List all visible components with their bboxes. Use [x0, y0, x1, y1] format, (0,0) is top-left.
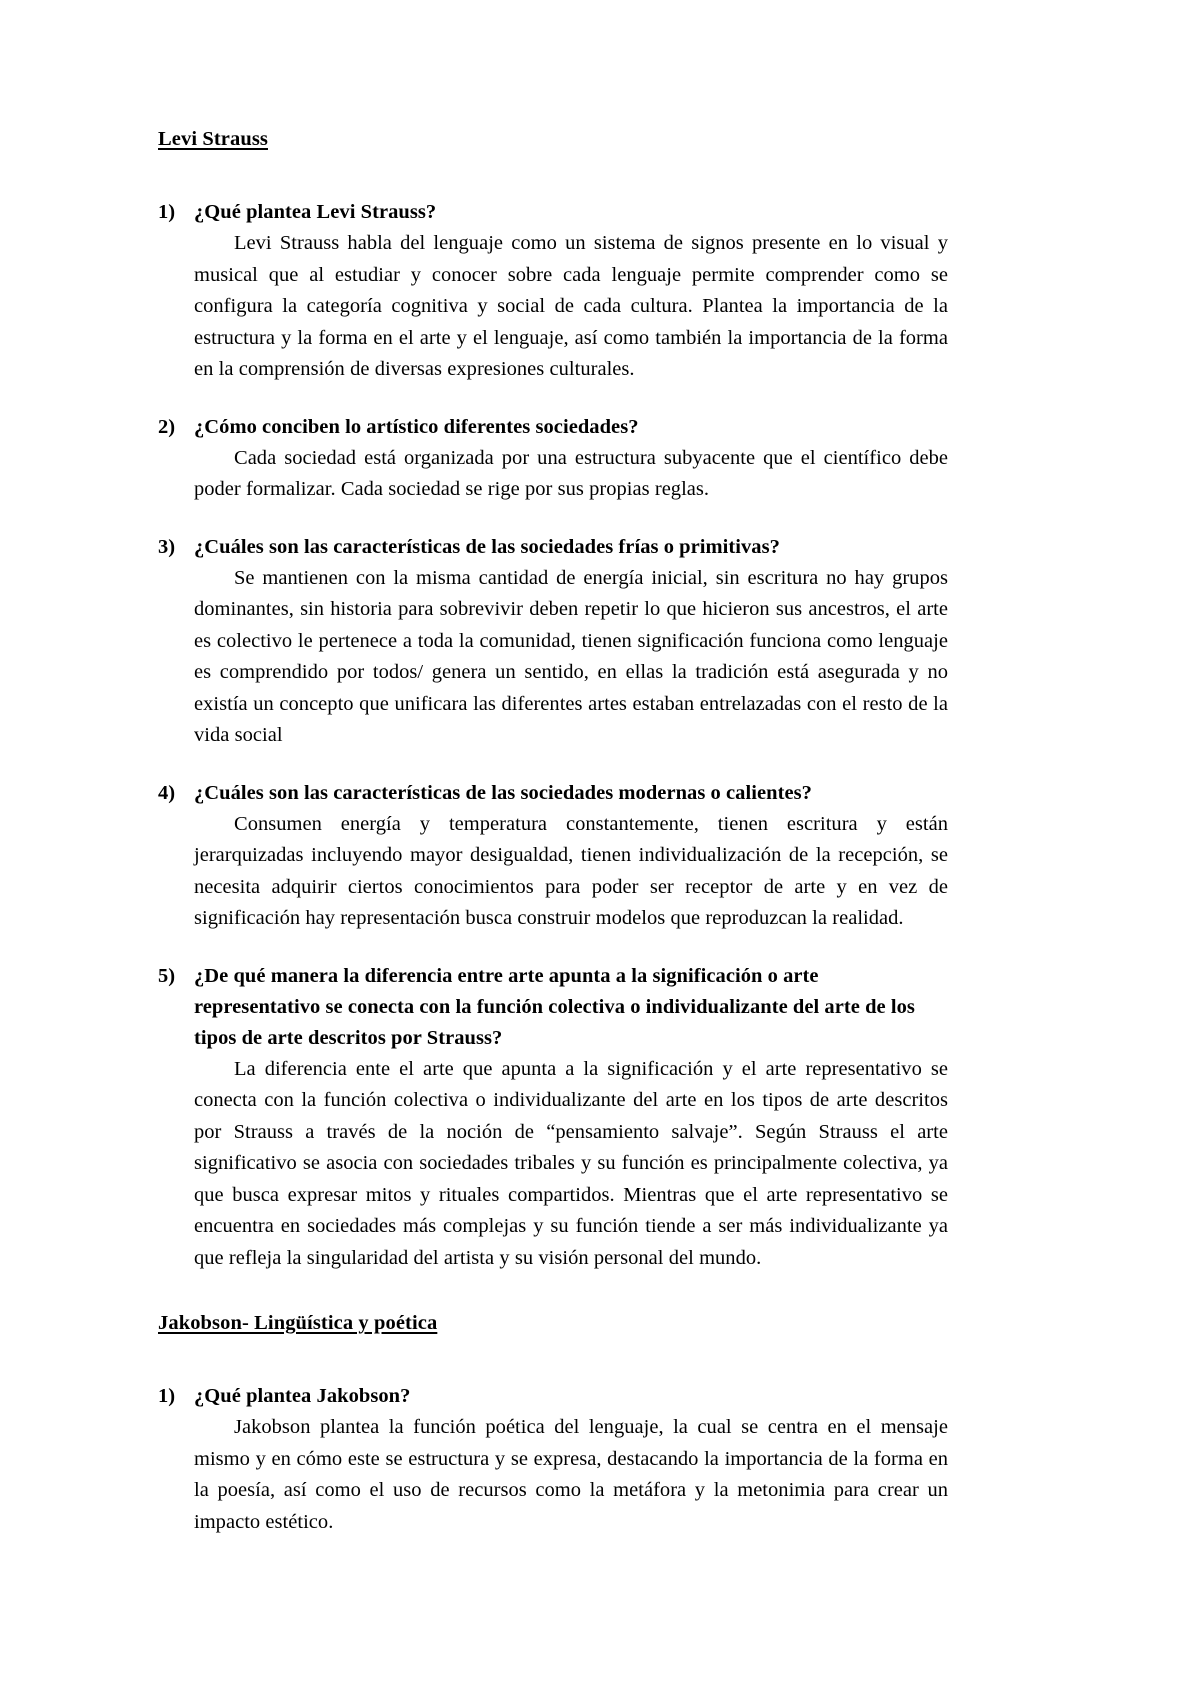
question-body [194, 778, 948, 935]
question-text: ¿Cuáles son las características de las sociedades frías o primitivas? [194, 535, 780, 558]
question-item [158, 197, 948, 386]
section-heading-levi-strauss-wrap [158, 128, 948, 173]
question-body [194, 1381, 948, 1538]
question-body [194, 412, 948, 506]
question-text: ¿Qué plantea Jakobson? [194, 1385, 411, 1407]
section-heading-jakobson: Jakobson- Lingüística y poética [158, 1312, 438, 1334]
question-text: ¿Qué plantea Levi Strauss? [194, 201, 437, 223]
question-text: ¿De qué manera la diferencia entre arte apunta a la significación o arte representativo se conecta con la función colectiva o individualizante del arte de los tipos de arte descritos por Strauss? [194, 964, 915, 1049]
question-number: 5) [158, 964, 176, 987]
question-text: ¿Cómo conciben lo artístico diferentes sociedades? [194, 415, 639, 438]
question-number: 1) [158, 201, 176, 223]
section-heading-levi-strauss: Levi Strauss [158, 128, 268, 150]
question-body [194, 961, 948, 1275]
question-text: ¿Cuáles son las características de las sociedades modernas o calientes? [194, 781, 812, 804]
answer-text: La diferencia ente el arte que apunta a la significación y el arte representativo se conecta con la función colectiva o individualizante del arte en los tipos de arte descritos por Strauss a través de la noción de “pensamiento salvaje”. Según Strauss el arte significativo se asocia con sociedades tribales y su función es principalmente colectiva, ya que busca expresar mitos y rituales compartidos. Mientras que el arte representativo se encuentra en sociedades más complejas y su función tiende a ser más individualizante ya que refleja la singularidad del artista y su visión personal del mundo. [194, 1057, 948, 1269]
question-item [158, 961, 948, 1275]
answer-text: Se mantienen con la misma cantidad de energía inicial, sin escritura no hay grupos dominantes, sin historia para sobrevivir deben repetir lo que hicieron sus ancestros, el arte es colectivo le pertenece a toda la comunidad, tienen significación funciona como lenguaje es comprendido por todos/ genera un sentido, en ellas la tradición está asegurada y no existía un concepto que unificara las diferentes artes estaban entrelazadas con el resto de la vida social [194, 566, 948, 746]
question-item [158, 532, 948, 752]
question-number: 1) [158, 1385, 176, 1407]
question-item [158, 1381, 948, 1538]
question-body [194, 197, 948, 386]
question-number: 4) [158, 781, 176, 804]
section-heading-jakobson-wrap [158, 1312, 948, 1357]
answer-text: Levi Strauss habla del lenguaje como un sistema de signos presente en lo visual y musical que al estudiar y conocer sobre cada lenguaje permite comprender como se configura la categoría cognitiva y social de cada cultura. Plantea la importancia de la estructura y la forma en el arte y el lenguaje, así como también la importancia de la forma en la comprensión de diversas expresiones culturales. [194, 232, 948, 380]
question-item [158, 778, 948, 935]
answer-text: Consumen energía y temperatura constantemente, tienen escritura y están jerarquizadas incluyendo mayor desigualdad, tienen individualización de la recepción, se necesita adquirir ciertos conocimientos para poder ser receptor de arte y en vez de significación hay representación busca construir modelos que reproduzcan la realidad. [194, 812, 948, 929]
question-item [158, 412, 948, 506]
question-number: 3) [158, 535, 176, 558]
question-body [194, 532, 948, 752]
answer-text: Cada sociedad está organizada por una estructura subyacente que el científico debe poder formalizar. Cada sociedad se rige por sus propias reglas. [194, 446, 948, 500]
document-body [158, 128, 948, 1538]
question-number: 2) [158, 415, 176, 438]
answer-text: Jakobson plantea la función poética del lenguaje, la cual se centra en el mensaje mismo y en cómo este se estructura y se expresa, destacando la importancia de la forma en la poesía, así como el uso de recursos como la metáfora y la metonimia para crear un impacto estético. [194, 1416, 948, 1533]
